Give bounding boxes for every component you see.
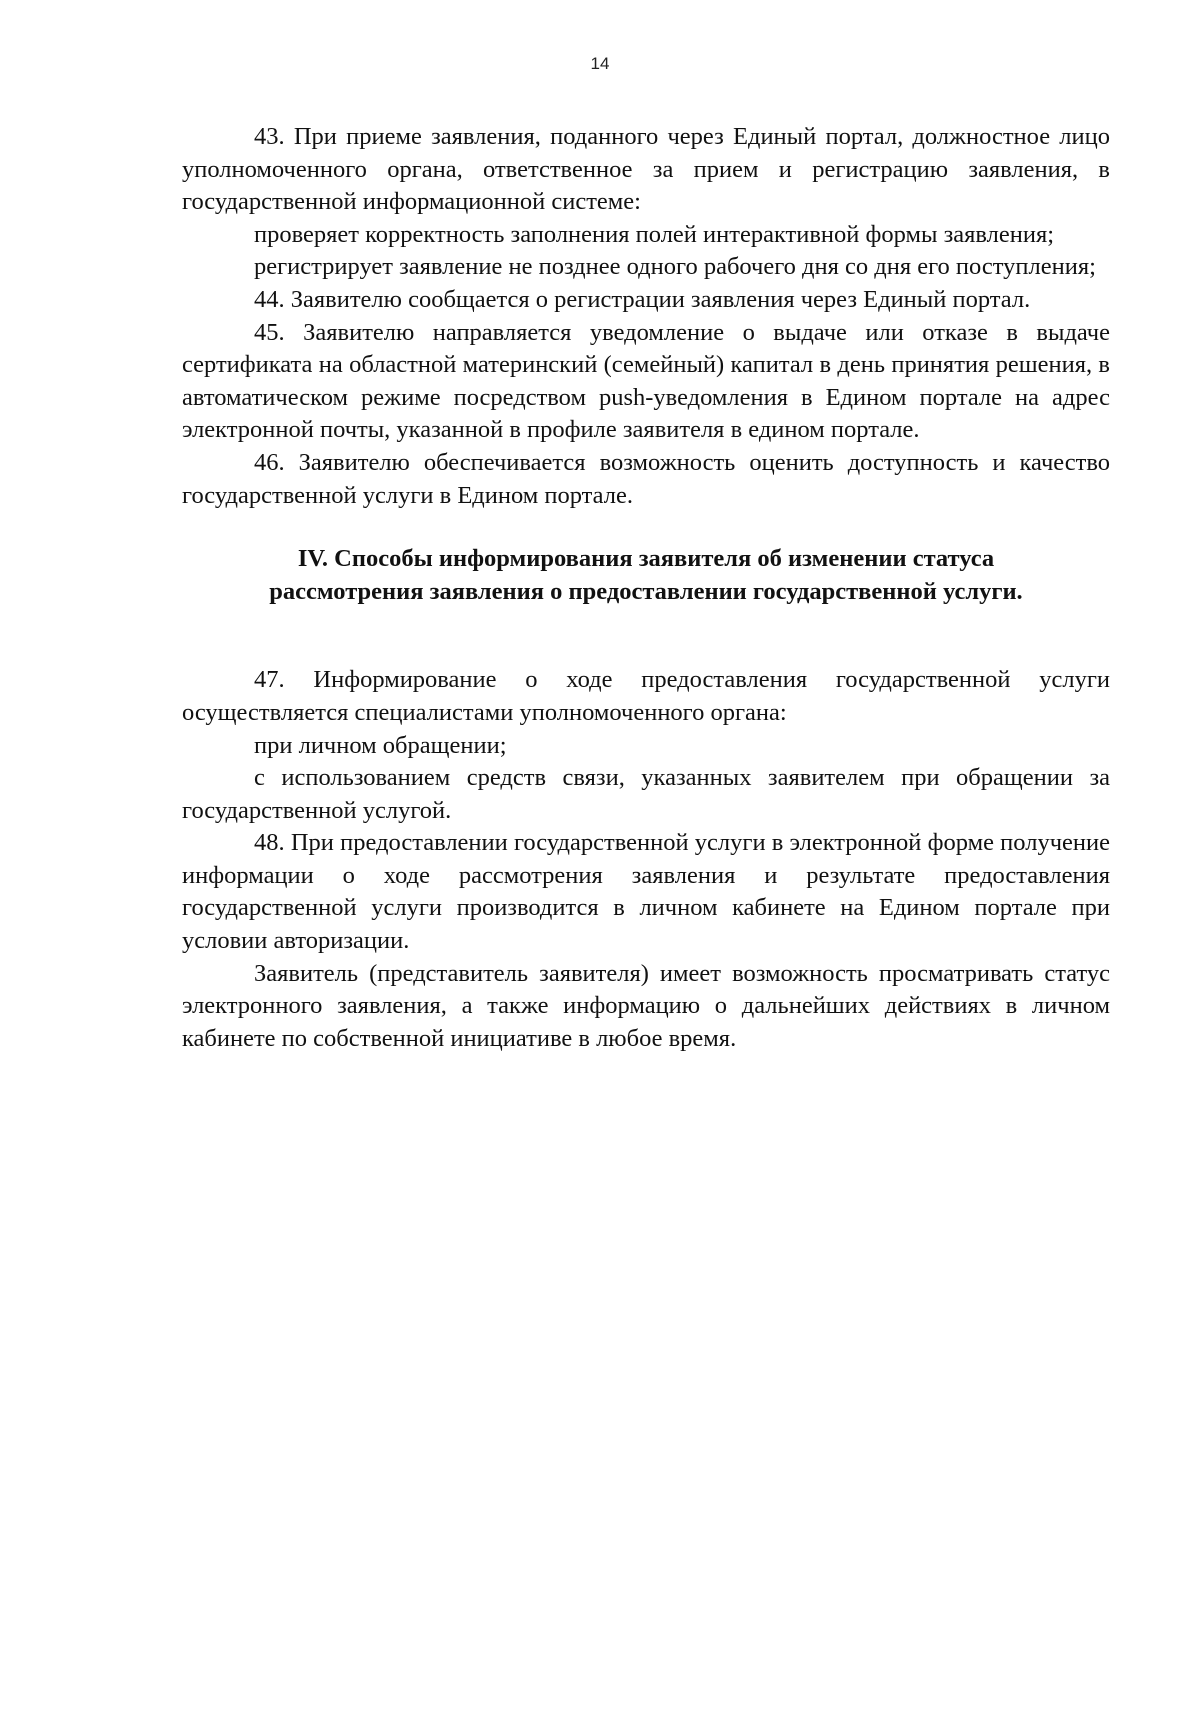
paragraph-48-continuation: Заявитель (представитель заявителя) имеет возможность просматривать статус электронного заявления, а также информацию о дальнейших действиях в личном кабинете по собственной инициативе в любое время. [182,959,1110,1052]
section-heading [182,543,1110,608]
paragraph-48: 48. При предоставлении государственной услуги в электронной форме получение информации о ходе рассмотрения заявления и результате предоставления государственной услуги производится в личном кабинете на Едином портале при условии авторизации. [182,829,1110,955]
section-heading-line-1: IV. Способы информирования заявителя об изменении статуса [297,545,995,573]
paragraph-47-item-2: с использованием средств связи, указанных заявителем при обращении за государственной услугой. [182,764,1110,824]
paragraph-47: 47. Информирование о ходе предоставления государственной услуги осуществляется специалистами уполномоченного органа: [182,666,1110,726]
paragraph-45: 45. Заявителю направляется уведомление о выдаче или отказе в выдаче сертификата на областной материнский (семейный) капитал в день принятия решения, в автоматическом режиме посредством push-уведомления в Едином портале на адрес электронной почты, указанной в профиле заявителя в едином портале. [182,318,1110,444]
paragraph-46: 46. Заявителю обеспечивается возможность оценить доступность и качество государственной услуги в Едином портале. [182,448,1110,509]
page-number: 14 [590,54,610,73]
document-body [182,121,1110,1055]
paragraph-44: 44. Заявителю сообщается о регистрации заявления через Единый портал. [254,285,1031,313]
paragraph-47-item-1: при личном обращении; [254,731,507,759]
paragraph-43-item-2: регистрирует заявление не позднее одного рабочего дня со дня его поступления; [254,253,1096,281]
paragraph-43-item-1: проверяет корректность заполнения полей интерактивной формы заявления; [254,220,1055,248]
paragraph-43: 43. При приеме заявления, поданного через Единый портал, должностное лицо уполномоченного органа, ответственное за прием и регистрацию заявления, в государственной информационной системе: [182,123,1110,216]
section-heading-line-2: рассмотрения заявления о предоставлении государственной услуги. [269,577,1023,605]
